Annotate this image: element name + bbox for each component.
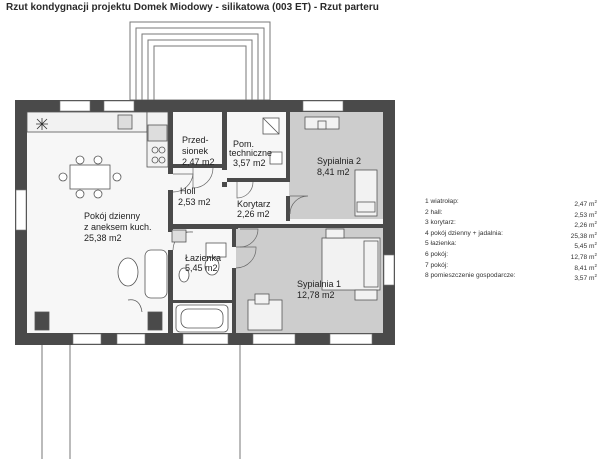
room-area-pom: 3,57 m2 [233, 158, 266, 168]
legend-unit: 2 [594, 199, 597, 204]
legend-unit: 2 [594, 251, 597, 257]
legend-area [574, 218, 597, 229]
room-area-sypialnia-1: 12,78 m2 [297, 290, 335, 300]
legend-unit: 2 [594, 241, 597, 247]
legend-unit: 2 [594, 262, 597, 268]
legend-unit: 2 [594, 209, 597, 215]
room-label-lazienka: Łazienka [185, 253, 222, 263]
room-area-holl: 2,53 m2 [178, 197, 211, 207]
legend-label: 3 korytarz: [425, 219, 456, 227]
legend-unit: 2 [594, 273, 597, 279]
legend-label: 8 pomieszczenie gospodarcze: [425, 272, 516, 280]
legend-area-value: 2,26 m [574, 222, 595, 230]
room-label-pom-2: techniczne [229, 148, 273, 158]
legend-area-value: 25,38 m [570, 232, 595, 240]
legend-area-value: 8,41 m [574, 264, 595, 272]
legend-label: 4 pokój dzienny + jadalnia: [425, 229, 503, 237]
terrace-bottom [42, 345, 240, 459]
room-label-pokoj-1: Pokój dzienny [84, 211, 141, 221]
room-label-sypialnia-1: Sypialnia 1 [297, 279, 342, 289]
legend-unit: 2 [594, 230, 597, 236]
legend-unit: 2 [594, 220, 597, 226]
room-label-sypialnia-2: Sypialnia 2 [317, 156, 362, 166]
legend-area-value: 2,47 m [574, 201, 595, 209]
legend-area-value: 5,45 m [574, 243, 595, 251]
legend-row [425, 218, 597, 229]
terrace-top [130, 22, 270, 100]
room-area-lazienka: 5,45 m2 [185, 263, 218, 273]
legend-row [425, 208, 597, 219]
legend-area-value: 3,57 m [574, 275, 595, 283]
legend-row [425, 229, 597, 240]
room-area-pokoj: 25,38 m2 [84, 233, 122, 243]
legend-area [574, 208, 597, 219]
legend-area-value: 2,53 m [574, 211, 595, 219]
room-area-sypialnia-2: 8,41 m2 [317, 167, 350, 177]
legend-area [574, 271, 597, 282]
legend-row [425, 271, 597, 282]
fan-icon [36, 118, 48, 130]
room-area-korytarz: 2,26 m2 [237, 209, 270, 219]
room-label-korytarz: Korytarz [237, 199, 271, 209]
room-area-przedsionek: 2,47 m2 [182, 157, 215, 167]
legend-area [571, 229, 597, 240]
legend-label: 6 pokój: [425, 250, 449, 258]
room-label-pom-1: Pom. [233, 139, 255, 149]
legend-label: 1 wiatrołap: [425, 198, 459, 205]
room-label-pokoj-2: z aneksem kuch. [84, 222, 152, 232]
legend-area-value: 12,78 m [570, 254, 595, 262]
legend-label: 2 hall: [425, 208, 443, 216]
legend-row [425, 261, 597, 272]
legend-row [425, 197, 597, 208]
room-label-przedsionek-2: sionek [182, 146, 209, 156]
legend-area [574, 239, 597, 250]
legend-area [574, 261, 597, 272]
legend-area [571, 250, 597, 261]
legend-row [425, 239, 597, 250]
room-label-holl: Holl [180, 186, 196, 196]
legend-label: 5 łazienka: [425, 240, 457, 248]
legend-row [425, 250, 597, 261]
room-label-przedsionek-1: Przed- [182, 135, 209, 145]
legend-label: 7 pokój: [425, 261, 449, 269]
area-legend [425, 197, 597, 282]
plan-title: Rzut kondygnacji projektu Domek Miodowy - silikatowa (003 ET) - Rzut parteru [6, 2, 379, 13]
legend-area [574, 197, 597, 208]
